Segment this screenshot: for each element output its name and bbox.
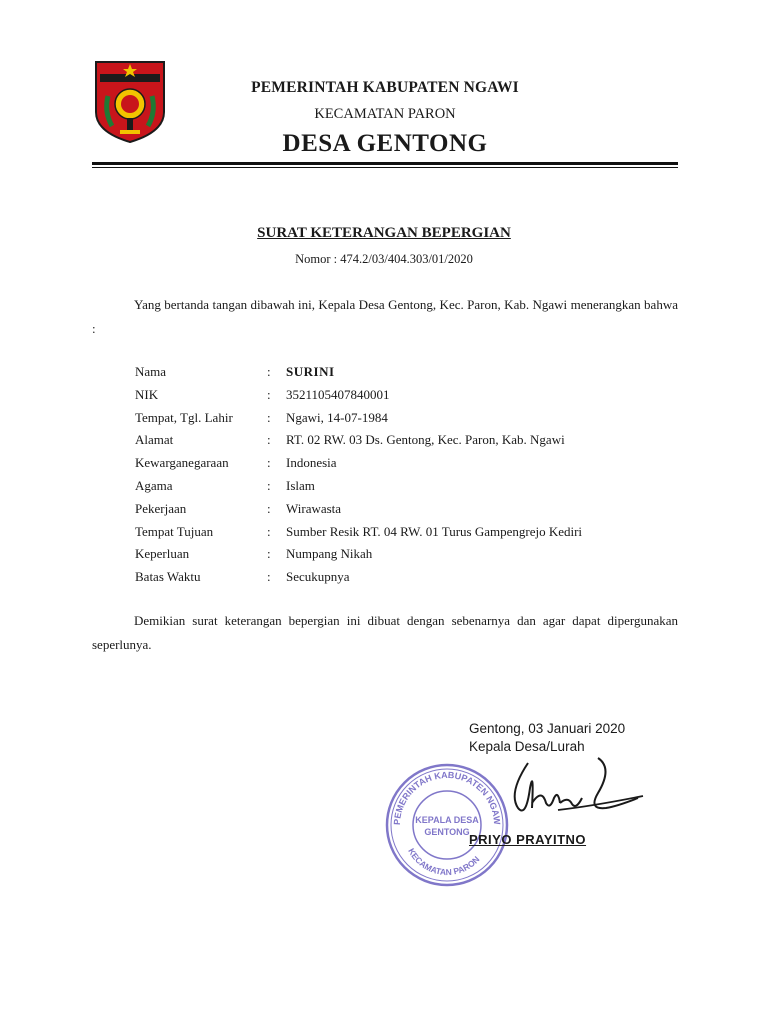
field-separator: : xyxy=(267,364,271,379)
field-label: Keperluan xyxy=(135,546,190,562)
field-value: Ngawi, 14-07-1984 xyxy=(286,409,388,425)
field-label: Kewarganegaraan xyxy=(135,455,229,471)
field-value: Secukupnya xyxy=(286,569,350,585)
field-label: Agama xyxy=(135,477,173,493)
field-separator: : xyxy=(267,409,271,425)
signature-role: Kepala Desa/Lurah xyxy=(469,739,585,754)
opening-paragraph: Yang bertanda tangan dibawah ini, Kepala Desa Gentong, Kec. Paron, Kab. Ngawi menerangkan bahwa : xyxy=(92,297,678,336)
field-row-occupation xyxy=(135,498,695,521)
stamp-center-line2: GENTONG xyxy=(424,827,470,837)
field-value: 3521105407840001 xyxy=(286,386,390,402)
official-stamp xyxy=(382,760,512,890)
field-separator: : xyxy=(267,546,271,562)
field-label: Batas Waktu xyxy=(135,569,201,585)
field-row-nik xyxy=(135,384,695,407)
field-label: Tempat Tujuan xyxy=(135,523,214,539)
field-row-address xyxy=(135,429,695,452)
field-value: SURINI xyxy=(286,364,335,379)
signature-place-date: Gentong, 03 Januari 2020 xyxy=(469,721,626,736)
header-divider-thick xyxy=(92,162,678,165)
field-label: Tempat, Tgl. Lahir xyxy=(135,409,233,425)
field-separator: : xyxy=(267,386,271,402)
field-value: Wirawasta xyxy=(286,500,342,516)
field-row-purpose xyxy=(135,543,695,566)
field-label: NIK xyxy=(135,386,159,402)
header-government: PEMERINTAH KABUPATEN NGAWI xyxy=(251,79,519,96)
stamp-outer-text: PEMERINTAH KABUPATEN NGAW xyxy=(391,769,503,826)
field-row-destination xyxy=(135,521,695,544)
field-row-religion xyxy=(135,475,695,498)
closing-paragraph: Demikian surat keterangan bepergian ini dibuat dengan sebenarnya dan agar dapat dipergunakan seperlunya. xyxy=(92,613,678,652)
field-label: Nama xyxy=(135,364,167,379)
field-label: Pekerjaan xyxy=(135,500,187,516)
stamp-center-line1: KEPALA DESA xyxy=(415,815,479,825)
field-value: Indonesia xyxy=(286,455,337,471)
identity-table xyxy=(135,361,695,589)
field-row-nama xyxy=(135,361,695,384)
field-row-birth xyxy=(135,407,695,430)
field-separator: : xyxy=(267,432,271,448)
document-number: Nomor : 474.2/03/404.303/01/2020 xyxy=(295,252,473,266)
handwritten-signature xyxy=(498,748,648,838)
field-value: Islam xyxy=(286,477,315,493)
field-separator: : xyxy=(267,523,271,539)
field-separator: : xyxy=(267,477,271,493)
header-district: KECAMATAN PARON xyxy=(314,106,456,122)
field-row-citizenship xyxy=(135,452,695,475)
field-value: Sumber Resik RT. 04 RW. 01 Turus Gampengrejo Kediri xyxy=(286,523,583,539)
field-separator: : xyxy=(267,500,271,516)
stamp-bottom-text: KECAMATAN PARON xyxy=(406,846,482,878)
header-divider-thin xyxy=(92,167,678,168)
field-value: Numpang Nikah xyxy=(286,546,373,562)
field-row-time-limit xyxy=(135,566,695,589)
document-title: SURAT KETERANGAN BEPERGIAN xyxy=(257,225,511,241)
field-value: RT. 02 RW. 03 Ds. Gentong, Kec. Paron, Kab. Ngawi xyxy=(286,432,565,448)
field-separator: : xyxy=(267,455,271,471)
header-village: DESA GENTONG xyxy=(282,130,488,157)
field-separator: : xyxy=(267,569,271,585)
field-label: Alamat xyxy=(135,432,174,448)
signatory-name: PRIYO PRAYITNO xyxy=(469,832,587,847)
regency-logo xyxy=(94,60,166,144)
